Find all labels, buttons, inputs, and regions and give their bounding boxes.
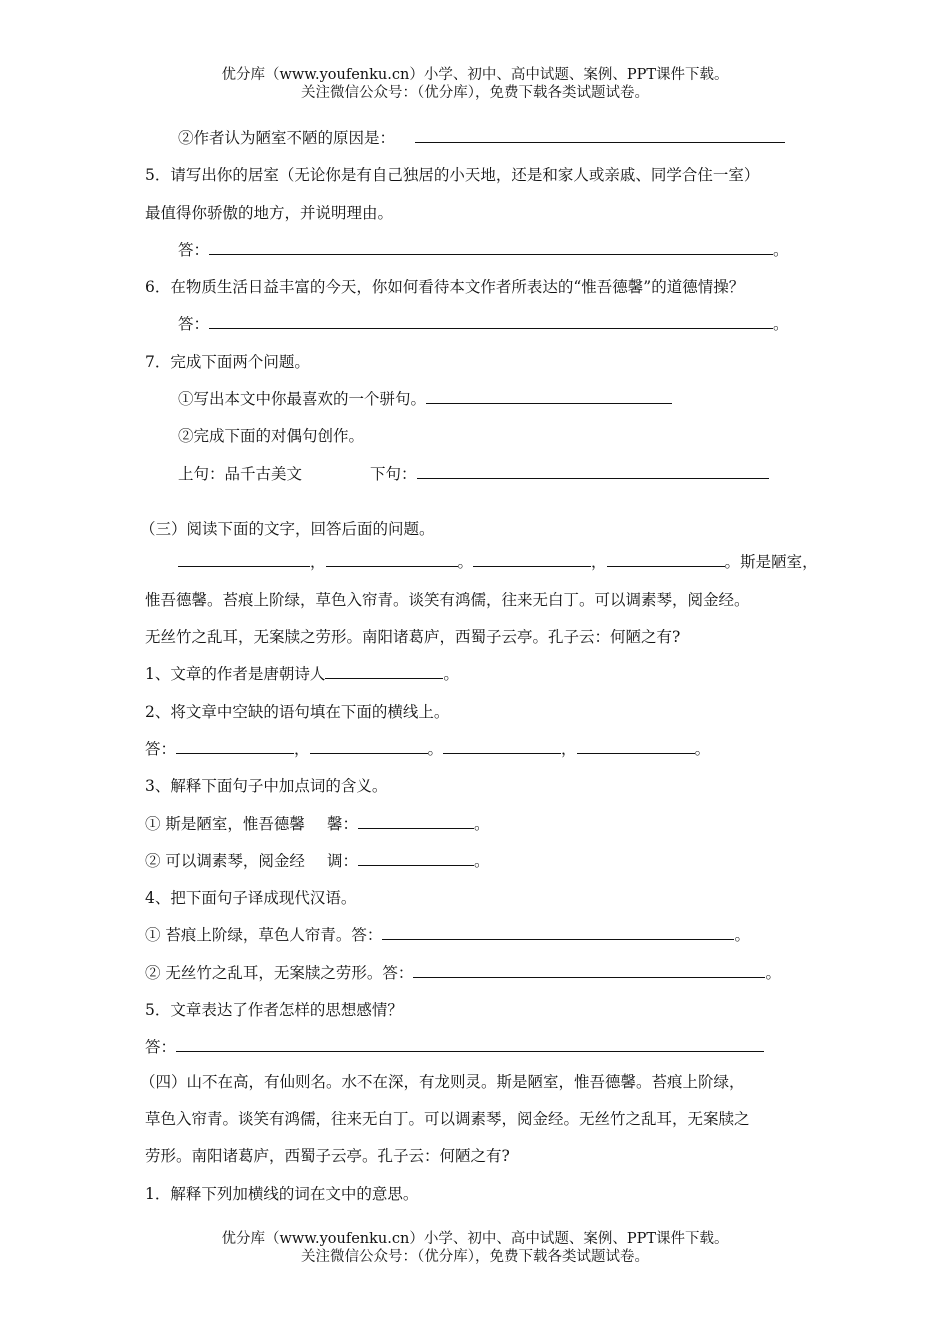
answer-blank[interactable] xyxy=(209,239,773,255)
part3-q4-item-1: ① 苔痕上阶绿，草色人帘青。答： 。 xyxy=(145,926,750,944)
header-line-2: 关注微信公众号：（优分库），免费下载各类试题试卷。 xyxy=(301,85,649,101)
q7-item-2: ②完成下面的对偶句创作。 xyxy=(178,427,365,445)
header-line-1: 优分库（www.youfenku.cn）小学、初中、高中试题、案例、PPT课件下载。 xyxy=(221,67,729,83)
part3-q5-answer: 答： xyxy=(145,1036,764,1058)
part3-title: （三）阅读下面的文字，回答后面的问题。 xyxy=(140,520,435,538)
answer-blank[interactable] xyxy=(382,924,734,940)
part4-text-line-1: （四）山不在高，有仙则名。水不在深，有龙则灵。斯是陋室，惟吾德馨。苔痕上阶绿， xyxy=(140,1073,745,1091)
blank-4[interactable] xyxy=(577,738,695,754)
footer-line-1: 优分库（www.youfenku.cn）小学、初中、高中试题、案例、PPT课件下载。 xyxy=(221,1231,729,1247)
q6: 6．在物质生活日益丰富的今天，你如何看待本文作者所表达的“惟吾德馨”的道德情操？ xyxy=(145,278,745,296)
page-header xyxy=(0,66,950,102)
part3-text-line-1: ， 。 ， 。斯是陋室， xyxy=(178,551,818,573)
q4-item-2: ②作者认为陋室不陋的原因是： xyxy=(178,127,785,149)
blank-3[interactable] xyxy=(473,551,591,567)
part4-text-line-2: 草色入帘青。谈笑有鸿儒，往来无白丁。可以调素琴，阅金经。无丝竹之乱耳，无案牍之 xyxy=(145,1110,750,1128)
q5-answer: 答： 。 xyxy=(178,241,789,259)
answer-blank[interactable] xyxy=(358,850,474,866)
q7-upper-line: 上句：品千古美文 xyxy=(178,465,303,483)
blank-1[interactable] xyxy=(178,551,310,567)
q5-line-2: 最值得你骄傲的地方，并说明理由。 xyxy=(145,204,394,222)
answer-blank[interactable] xyxy=(176,1036,764,1052)
part3-text-line-3: 无丝竹之乱耳，无案牍之劳形。南阳诸葛庐，西蜀子云亭。孔子云：何陋之有? xyxy=(145,628,681,646)
answer-blank[interactable] xyxy=(426,388,672,404)
part3-q3-item-1: ① 斯是陋室，惟吾德馨 馨： 。 xyxy=(145,815,490,833)
blank-4[interactable] xyxy=(607,551,725,567)
answer-blank[interactable] xyxy=(325,663,443,679)
part3-q3: 3、解释下面句子中加点词的含义。 xyxy=(145,777,388,795)
part3-q5: 5．文章表达了作者怎样的思想感情？ xyxy=(145,1001,403,1019)
footer-line-2: 关注微信公众号：（优分库），免费下载各类试题试卷。 xyxy=(301,1249,649,1265)
part3-q2: 2、将文章中空缺的语句填在下面的横线上。 xyxy=(145,703,450,721)
part3-q2-answer: 答： ， 。 ， 。 xyxy=(145,740,711,758)
q7-item-1: ①写出本文中你最喜欢的一个骈句。 xyxy=(178,388,672,410)
answer-blank[interactable] xyxy=(209,313,773,329)
part4-text-line-3: 劳形。南阳诸葛庐，西蜀子云亭。孔子云：何陋之有? xyxy=(145,1147,510,1165)
part3-q3-item-2: ② 可以调素琴，阅金经 调： 。 xyxy=(145,852,490,870)
part3-q1: 1、文章的作者是唐朝诗人 。 xyxy=(145,665,459,683)
q5-line-1: 5．请写出你的居室（无论你是有自己独居的小天地，还是和家人或亲戚、同学合住一室） xyxy=(145,166,760,184)
blank-3[interactable] xyxy=(443,738,561,754)
part3-text-line-2: 惟吾德馨。苔痕上阶绿，草色入帘青。谈笑有鸿儒，往来无白丁。可以调素琴，阅金经。 xyxy=(145,591,750,609)
blank-1[interactable] xyxy=(176,738,294,754)
answer-blank[interactable] xyxy=(413,962,765,978)
answer-blank[interactable] xyxy=(417,463,769,479)
page-footer xyxy=(0,1230,950,1266)
part4-q1: 1．解释下列加横线的词在文中的意思。 xyxy=(145,1185,419,1203)
q7-lower-line: 下句： xyxy=(370,463,769,485)
part3-q4-item-2: ② 无丝竹之乱耳，无案牍之劳形。答： 。 xyxy=(145,964,781,982)
part3-q4: 4、把下面句子译成现代汉语。 xyxy=(145,889,357,907)
q7: 7．完成下面两个问题。 xyxy=(145,353,310,371)
blank-2[interactable] xyxy=(326,551,458,567)
answer-blank[interactable] xyxy=(415,127,785,143)
q6-answer: 答： 。 xyxy=(178,315,789,333)
answer-blank[interactable] xyxy=(358,813,474,829)
blank-2[interactable] xyxy=(310,738,428,754)
